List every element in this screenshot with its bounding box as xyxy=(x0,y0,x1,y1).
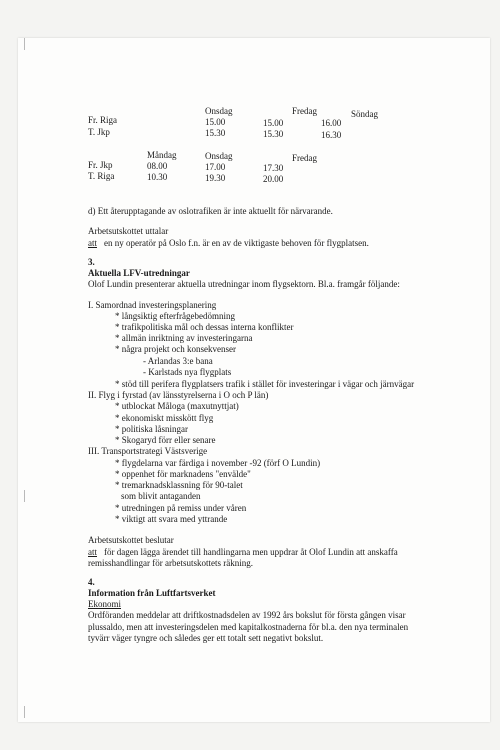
schedule1-row-label: Fr. Riga xyxy=(88,115,118,125)
section3-item: * allmän inriktning av investeringarna xyxy=(115,333,253,343)
schedule1-day-onsdag: Onsdag xyxy=(205,106,233,116)
schedule1-time: 16.30 xyxy=(321,130,342,140)
section3-intro: Olof Lundin presenterar aktuella utredningar inom flygsektorn. Bl.a. framgår följande: xyxy=(88,279,400,289)
decision2-line1: för dagen lägga ärendet till handlingarna men uppdrar åt Olof Lundin att anskaffa xyxy=(104,547,398,557)
decision1-text: en ny operatör på Oslo f.n. är en av de viktigaste behoven för flygplatsen. xyxy=(104,238,369,248)
schedule2-time: 08.00 xyxy=(147,161,168,171)
section3-title: Aktuella LFV-utredningar xyxy=(88,268,190,278)
section3-item: * oppenhet för marknadens "envälde" xyxy=(115,469,251,479)
section3-subitem: - Karlstads nya flygplats xyxy=(143,367,232,377)
note-d: d) Ett återupptagande av oslotrafiken är inte aktuellt för närvarande. xyxy=(88,206,333,216)
schedule1-time: 15.30 xyxy=(263,129,284,139)
decision2-heading: Arbetsutskottet beslutar xyxy=(88,535,174,545)
section3-item: III. Transportstrategi Västsverige xyxy=(88,446,208,456)
section3-item: * tremarknadsklassning för 90-talet xyxy=(115,480,243,490)
schedule2-row-label: T. Riga xyxy=(88,171,115,181)
schedule2-row-label: Fr. Jkp xyxy=(88,160,113,170)
section3-item: * ekonomiskt misskött flyg xyxy=(115,413,214,423)
section3-item-cont: som blivit antaganden xyxy=(121,491,201,501)
section3-item: * trafikpolitiska mål och dessas interna konflikter xyxy=(115,322,294,332)
section3-item: I. Samordnad investeringsplanering xyxy=(88,300,217,310)
document-page xyxy=(18,38,490,722)
schedule2-time: 20.00 xyxy=(263,174,284,184)
schedule2-day-mandag: Måndag xyxy=(147,150,177,160)
schedule2-time: 19.30 xyxy=(205,173,226,183)
schedule2-time: 17.30 xyxy=(263,163,284,173)
decision2-att: att xyxy=(88,547,97,557)
punch-hole-mark xyxy=(24,490,29,502)
decision1-att: att xyxy=(88,238,97,248)
schedule1-day-sondag: Söndag xyxy=(351,109,378,119)
section3-item: * några projekt och konsekvenser xyxy=(115,344,236,354)
section3-item: * långsiktig efterfrågebedömning xyxy=(115,311,235,321)
section4-line: tyvärr väger tyngre och således ger ett totalt sett negativt bokslut. xyxy=(88,633,324,643)
section3-item: * Skogaryd förr eller senare xyxy=(115,435,216,445)
schedule2-day-onsdag: Onsdag xyxy=(205,151,233,161)
schedule2-day-fredag: Fredag xyxy=(292,153,317,163)
schedule1-time: 15.30 xyxy=(205,128,226,138)
section3-item: * politiska låsningar xyxy=(115,424,188,434)
section4-line: Ordföranden meddelar att driftkostnadsdelen av 1992 års bokslut för första gången visar xyxy=(88,610,406,620)
section3-item: * stöd till perifera flygplatsers trafik i stället för investeringar i vägar och järnvägar xyxy=(115,379,415,389)
section3-subitem: - Arlandas 3:e bana xyxy=(143,356,213,366)
schedule1-time: 16.00 xyxy=(321,118,342,128)
section3-item: * utblockat Måloga (maxutnyttjat) xyxy=(115,401,239,411)
section3-item: II. Flyg i fyrstad (av länsstyrelserna i O och P län) xyxy=(88,390,269,400)
schedule1-row-label: T. Jkp xyxy=(88,127,110,137)
section3-number: 3. xyxy=(88,257,95,267)
section4-number: 4. xyxy=(88,577,95,587)
decision2-line2: remisshandlingar för arbetsutskottets räkning. xyxy=(88,558,253,568)
decision1-heading: Arbetsutskottet uttalar xyxy=(88,226,169,236)
schedule1-time: 15.00 xyxy=(263,118,284,128)
section3-item: * flygdelarna var färdiga i november -92 (förf O Lundin) xyxy=(115,458,321,468)
section3-item: * utredningen på remiss under våren xyxy=(115,503,247,513)
punch-hole-mark xyxy=(24,38,29,50)
section4-line: plussaldo, men att investeringsdelen med kapitalkostnaderna för bl.a. den nya terminalen xyxy=(88,622,409,632)
schedule2-time: 17.00 xyxy=(205,162,226,172)
schedule1-time: 15.00 xyxy=(205,117,226,127)
schedule2-time: 10.30 xyxy=(147,172,168,182)
punch-hole-mark xyxy=(24,706,29,718)
section4-subheading: Ekonomi xyxy=(88,599,121,609)
section3-item: * viktigt att svara med yttrande xyxy=(115,514,228,524)
section4-title: Information från Luftfartsverket xyxy=(88,588,216,598)
schedule1-day-fredag: Fredag xyxy=(292,106,317,116)
